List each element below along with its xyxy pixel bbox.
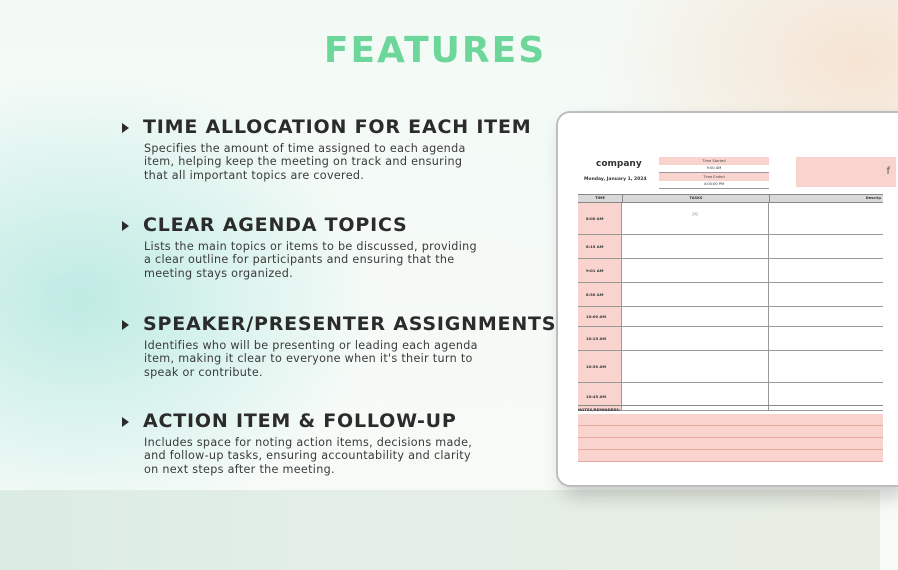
- triangle-bullet-icon: [122, 221, 129, 231]
- table-row: [578, 235, 883, 259]
- table-row: [578, 307, 883, 327]
- row-description: [769, 235, 883, 258]
- row-time: 10:00 AM: [578, 307, 622, 326]
- feature-description: Specifies the amount of time assigned to each agenda item, helping keep the meeting on track and ensuring that all important topics are covered.: [144, 142, 466, 182]
- tablet-mockup: [556, 111, 898, 487]
- table-row: [578, 283, 883, 307]
- row-task: [622, 283, 769, 306]
- feature-title: ACTION ITEM & FOLLOW-UP: [143, 410, 457, 432]
- feature-description: Identifies who will be presenting or leading each agenda item, making it clear to everyone when it's their turn to speak or contribute.: [144, 339, 478, 379]
- feature-description: Lists the main topics or items to be discussed, providing a clear outline for participants and ensuring that the meeting stays organized.: [144, 240, 477, 280]
- row-task: [622, 351, 769, 382]
- table-row: [578, 203, 883, 235]
- notes-line: [578, 414, 883, 426]
- time-started-value: 9:00 AM: [659, 165, 769, 173]
- row-task: [622, 259, 769, 282]
- feature-title: TIME ALLOCATION FOR EACH ITEM: [143, 116, 532, 138]
- feature-item: [122, 214, 522, 280]
- logo-glyph: f: [886, 166, 890, 177]
- time-ended-box: [659, 173, 769, 189]
- notes-line: [578, 450, 883, 462]
- notes-label: NOTES/REMINDERS:: [578, 405, 883, 414]
- row-description: [769, 283, 883, 306]
- triangle-bullet-icon: [122, 417, 129, 427]
- time-ended-value: 4:00:00 PM: [659, 181, 769, 189]
- agenda-sheet: [578, 150, 890, 465]
- table-row: [578, 327, 883, 351]
- row-description: [769, 327, 883, 350]
- time-started-box: [659, 157, 769, 173]
- logo-placeholder: [796, 157, 896, 187]
- agenda-date: Monday, January 1, 2024: [584, 177, 647, 182]
- feature-title: SPEAKER/PRESENTER ASSIGNMENTS: [143, 313, 557, 335]
- row-time: 9:01 AM: [578, 259, 622, 282]
- feature-item: [122, 313, 557, 379]
- row-description: [769, 203, 883, 234]
- table-header: [578, 194, 883, 203]
- table-row: [578, 259, 883, 283]
- row-description: [769, 307, 883, 326]
- column-header-description: Descrip: [865, 196, 881, 200]
- feature-item: [122, 116, 532, 182]
- feature-description: Includes space for noting action items, decisions made, and follow-up tasks, ensuring accountability and clarity on next steps after the meeting.: [144, 436, 473, 476]
- background-band: [0, 490, 880, 570]
- time-ended-label: Time Ended: [659, 173, 769, 181]
- notes-line: [578, 438, 883, 450]
- page-title: FEATURES: [323, 30, 547, 71]
- row-task: [622, 307, 769, 326]
- notes-line: [578, 426, 883, 438]
- triangle-bullet-icon: [122, 320, 129, 330]
- column-header-time: TIME: [578, 195, 623, 202]
- row-task: [622, 235, 769, 258]
- table-row: [578, 351, 883, 383]
- column-header-tasks: TASKS: [623, 195, 770, 202]
- feature-title: CLEAR AGENDA TOPICS: [143, 214, 408, 236]
- time-started-label: Time Started: [659, 157, 769, 165]
- triangle-bullet-icon: [122, 123, 129, 133]
- agenda-table: [578, 194, 883, 411]
- company-name: company: [596, 159, 642, 169]
- row-time: 10:30 AM: [578, 351, 622, 382]
- row-description: [769, 351, 883, 382]
- row-task: [622, 327, 769, 350]
- row-description: [769, 259, 883, 282]
- row-time: 8:30 AM: [578, 283, 622, 306]
- row-task: [1]: [622, 203, 769, 234]
- notes-section: [578, 405, 883, 462]
- row-time: 8:15 AM: [578, 235, 622, 258]
- row-time: 8:00 AM: [578, 203, 622, 234]
- row-time: 10:15 AM: [578, 327, 622, 350]
- row-time: 10:45 AM: [578, 383, 622, 410]
- feature-item: [122, 410, 522, 476]
